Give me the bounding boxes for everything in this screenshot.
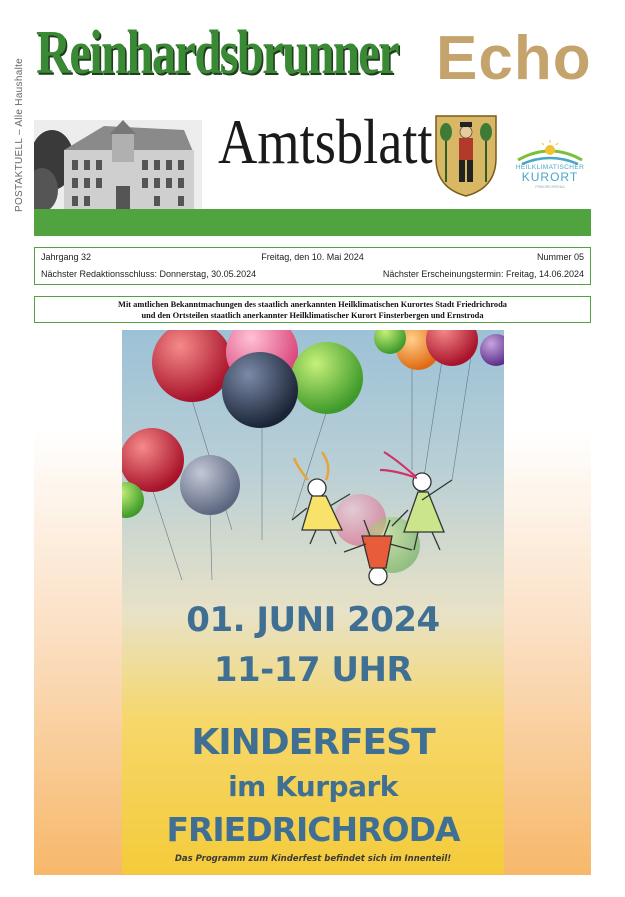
event-date: 01. JUNI 2024 — [186, 600, 440, 640]
kurort-logo-line3: FRIEDRICHRODA — [535, 185, 565, 189]
kurort-logo-line1: HEILKLIMATISCHER — [515, 164, 585, 171]
kurort-logo — [508, 138, 592, 204]
issue-number: Nummer 05 — [536, 252, 584, 262]
kurort-logo-line2: KURORT — [521, 170, 579, 184]
event-time: 11-17 UHR — [213, 650, 413, 690]
balloon-illustration — [122, 330, 504, 620]
castle-photo — [34, 120, 202, 218]
coat-of-arms-icon — [432, 112, 500, 198]
newspaper-title: Reinhardsbrunner — [36, 19, 398, 87]
issue-info-box — [34, 247, 591, 285]
event-place: FRIEDRICHRODA — [166, 810, 460, 849]
volume-label: Jahrgang 32 — [41, 252, 92, 262]
next-issue-date: Nächster Erscheinungstermin: Freitag, 14.06.2024 — [382, 269, 584, 279]
kinderfest-poster — [122, 330, 504, 874]
gazette-title: Amtsblatt — [218, 106, 433, 177]
newspaper-title-echo: Echo — [436, 24, 592, 93]
editorial-deadline: Nächster Redaktionsschluss: Donnerstag, 30.05.2024 — [41, 269, 257, 279]
distribution-label: POSTAKTUELL – Alle Haushalte — [14, 57, 25, 212]
issue-date: Freitag, den 10. Mai 2024 — [261, 252, 364, 262]
masthead-divider-bar — [34, 209, 591, 236]
event-subtitle: im Kurpark — [228, 770, 398, 803]
program-note: Das Programm zum Kinderfest befindet sich im Innenteil! — [174, 854, 452, 864]
notice-line-2: und den Ortsteilen staatlich anerkannter Heilklimatischer Kurort Finsterbergen und Ernstroda — [141, 311, 484, 320]
official-notice-box — [34, 296, 591, 323]
event-title: KINDERFEST — [191, 722, 435, 763]
notice-line-1: Mit amtlichen Bekanntmachungen des staatlich anerkannten Heilklimatischen Kurortes Stadt Friedrichroda — [118, 300, 507, 309]
